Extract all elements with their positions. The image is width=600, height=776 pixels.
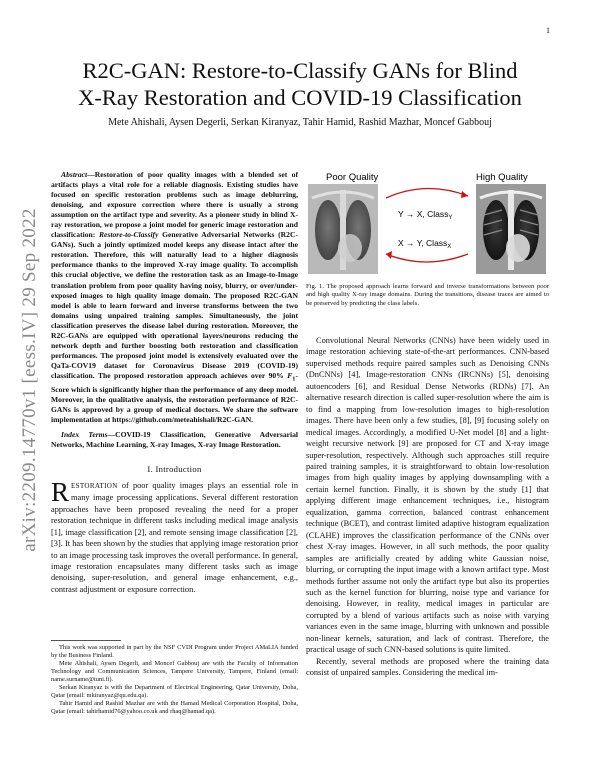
abstract-emphasis: Restore-to-Classify — [98, 230, 159, 240]
index-terms-label: Index Terms — [61, 429, 108, 439]
paper-title — [60, 57, 540, 111]
intro-small-caps: ESTORATION — [71, 481, 118, 490]
arrow-label-inverse: X → Y, Class$_X$ — [398, 238, 452, 250]
abstract-text-1: —Restoration of poor quality images with a blended set of artifacts plays a vital role for a reliable diagnosis. Existing studies have focused on specific restoration problems such as image deblurring, denoising, and exposure correction where there is usually a strong assumption on the artifact type and severity. As a pioneer study in blind X-ray restoration, we propose a joint model for generic image restoration and classification: — [51, 170, 298, 240]
xray-high-quality-image — [476, 184, 546, 274]
arxiv-stamp-text: arXiv:2209.14770v1 [eess.IV] 29 Sep 2022 — [19, 208, 40, 552]
f1-subscript: 1 — [292, 375, 296, 383]
index-terms-text: —COVID-19 Classification, Generative Adversarial Networks, Machine Learning, X-ray Images, X-ray Image Restoration. — [51, 429, 299, 449]
arrow-label-forward: Y → X, Class$_Y$ — [398, 209, 453, 221]
forward-arrow — [386, 188, 468, 198]
footnote-affiliation-3: Tahir Hamid and Rashid Mazhar are with the Hamad Medical Corporation Hospital, Doha, Qatar (email: tahirhamid76@yahoo.co.uk and rhaq@hamad.qa). — [51, 700, 298, 716]
page-number: 1 — [546, 26, 550, 35]
abstract-label: Abstract — [61, 170, 88, 179]
label-high-quality: High Quality — [476, 172, 528, 183]
f1-symbol: F — [287, 370, 293, 380]
intro-paragraph — [51, 476, 298, 596]
footnote-affiliation-1: Mete Ahishali, Aysen Degerli, and Moncef Gabbouj are with the Faculty of Information Technology and Communication Sciences, Tampere University, Tampere, Finland (email: name.surname@tuni.fi). — [51, 660, 298, 684]
intro-text: of poor quality images plays an essential role in many image processing applications. Several different restoration approaches have been proposed revealing the need for a proper restoration technique in different tasks including medical image analysis [1], image classification [2], and remote sensing image classification [2], [3]. It has been shown by the studies that applying image restoration prior to an image processing task improves the overall performance. In general, image restoration encapsulates many different tasks such as image denoising, super-resolution, and general image enhancement, e.g., contrast adjustment or exposure correction. — [51, 480, 298, 594]
abstract-text-3: -Score which is significantly higher than the performance of any deep model. Moreover, in the qualitative analysis, the restoration performance of R2C-GANs is approved by a group of medical doctors. We share the software implementation at https://github.com/meteahishali/R2C-GAN. — [51, 370, 298, 424]
drop-cap: R — [51, 476, 70, 507]
xray-poor-quality-image — [308, 184, 378, 274]
label-poor-quality: Poor Quality — [326, 172, 379, 183]
index-terms — [51, 430, 298, 450]
title-line-2: X-Ray Restoration and COVID-19 Classification — [78, 85, 522, 110]
inverse-arrow — [386, 251, 468, 262]
section-heading-introduction: I. Introduction — [147, 463, 202, 474]
right-column — [306, 335, 549, 679]
footnote-affiliation-2: Serkan Kiranyaz is with the Department of Electrical Engineering, Qatar University, Doha, Qatar (email: mkiranyaz@qu.edu.qa). — [51, 684, 298, 700]
arxiv-stamp — [12, 175, 48, 585]
abstract-text-2: Generative Adversarial Networks (R2C-GANs). Such a jointly optimized model keeps any disease intact after the restoration. Therefore, this will naturally lead to a higher diagnosis performance thanks to the improved X-ray image quality. To accomplish this crucial objective, we define the restoration task as an Image-to-Image translation problem from poor quality having noisy, blurry, or over/under-exposed images to high quality image domain. The proposed R2C-GAN model is able to learn forward and inverse transforms between the two domains using unpaired training samples. Simultaneously, the joint classification preserves the disease label during restoration. Moreover, the R2C-GANs are equipped with operational layers/neurons reducing the network depth and further boosting both restoration and classification performances. The proposed joint model is extensively evaluated over the QaTa-COV19 dataset for Coronavirus Disease 2019 (COVID-19) classification. The proposed restoration approach achieves over 90% — [51, 230, 298, 380]
footnote-rule — [51, 640, 121, 641]
footnotes — [51, 644, 298, 716]
left-column — [51, 170, 298, 595]
figure-1 — [306, 170, 549, 274]
right-paragraph-1: Convolutional Neural Networks (CNNs) have been widely used in image restoration achieving state-of-the-art performances. CNN-based supervised methods require paired samples such as Denoising CNNs (DnCNNs) [4], Image-restoration CNNs (IRCNNs) [5], denoising autoencoders [6], and Residual Dense Networks (RDNs) [7]. An alternative research direction is called super-resolution where the aim is to find a mapping from low-resolution images to high-resolution images. There have been only a few studies, [8], [9] focusing solely on medical images. Accordingly, a modified U-Net model [8] and a light-weight recursive network [9] are proposed for CT and X-ray image super-resolution, respectively. Although such approaches still require paired training samples, it is straightforward to obtain low-resolution images from high quality images by applying downsampling with a certain kernel function. Finally, it is shown by the study [1] that applying different image enhancement techniques, i.e., histogram equalization, gamma correction, balanced contrast enhancement technique (BCET), and contrast limited adaptive histogram equalization (CLAHE) improves the classification performance of the CNNs over chest X-ray images. However, in all such methods, the poor quality samples are artificially created by adding white Gaussian noise, blurring, or corrupting the input image with a known artifact type. Most methods further assume not only the artifact type but also its properties such as the kernel function for blurring, noise type and variance for denoising. However, in reality, medical images in particular are corrupted by a blend of various artifacts such as noise with varying variances even in the same image, blurring with unknown and possible non-linear kernels, saturation, and lack of contrast. Therefore, the practical usage of such CNN-based solutions is quite limited. — [306, 336, 549, 655]
author-list: Mete Ahishali, Aysen Degerli, Serkan Kiranyaz, Tahir Hamid, Rashid Mazhar, Moncef Gabbouj — [108, 117, 492, 128]
abstract — [51, 170, 298, 425]
title-line-1: R2C-GAN: Restore-to-Classify GANs for Blind — [82, 58, 518, 83]
figure-caption: Fig. 1. The proposed approach learns forward and inverse transformations between poor and high quality X-ray image domains. During the transitions, disease traces are aimed to be preserved by predicting the class labels. — [306, 283, 549, 307]
right-paragraph-2: Recently, several methods are proposed where the training data consist of unpaired samples. Considering the medical im- — [306, 656, 549, 678]
footnote-funding: This work was supported in part by the NSF CVDI Program under Project AMaLIA funded by the Business Finland. — [51, 644, 298, 660]
